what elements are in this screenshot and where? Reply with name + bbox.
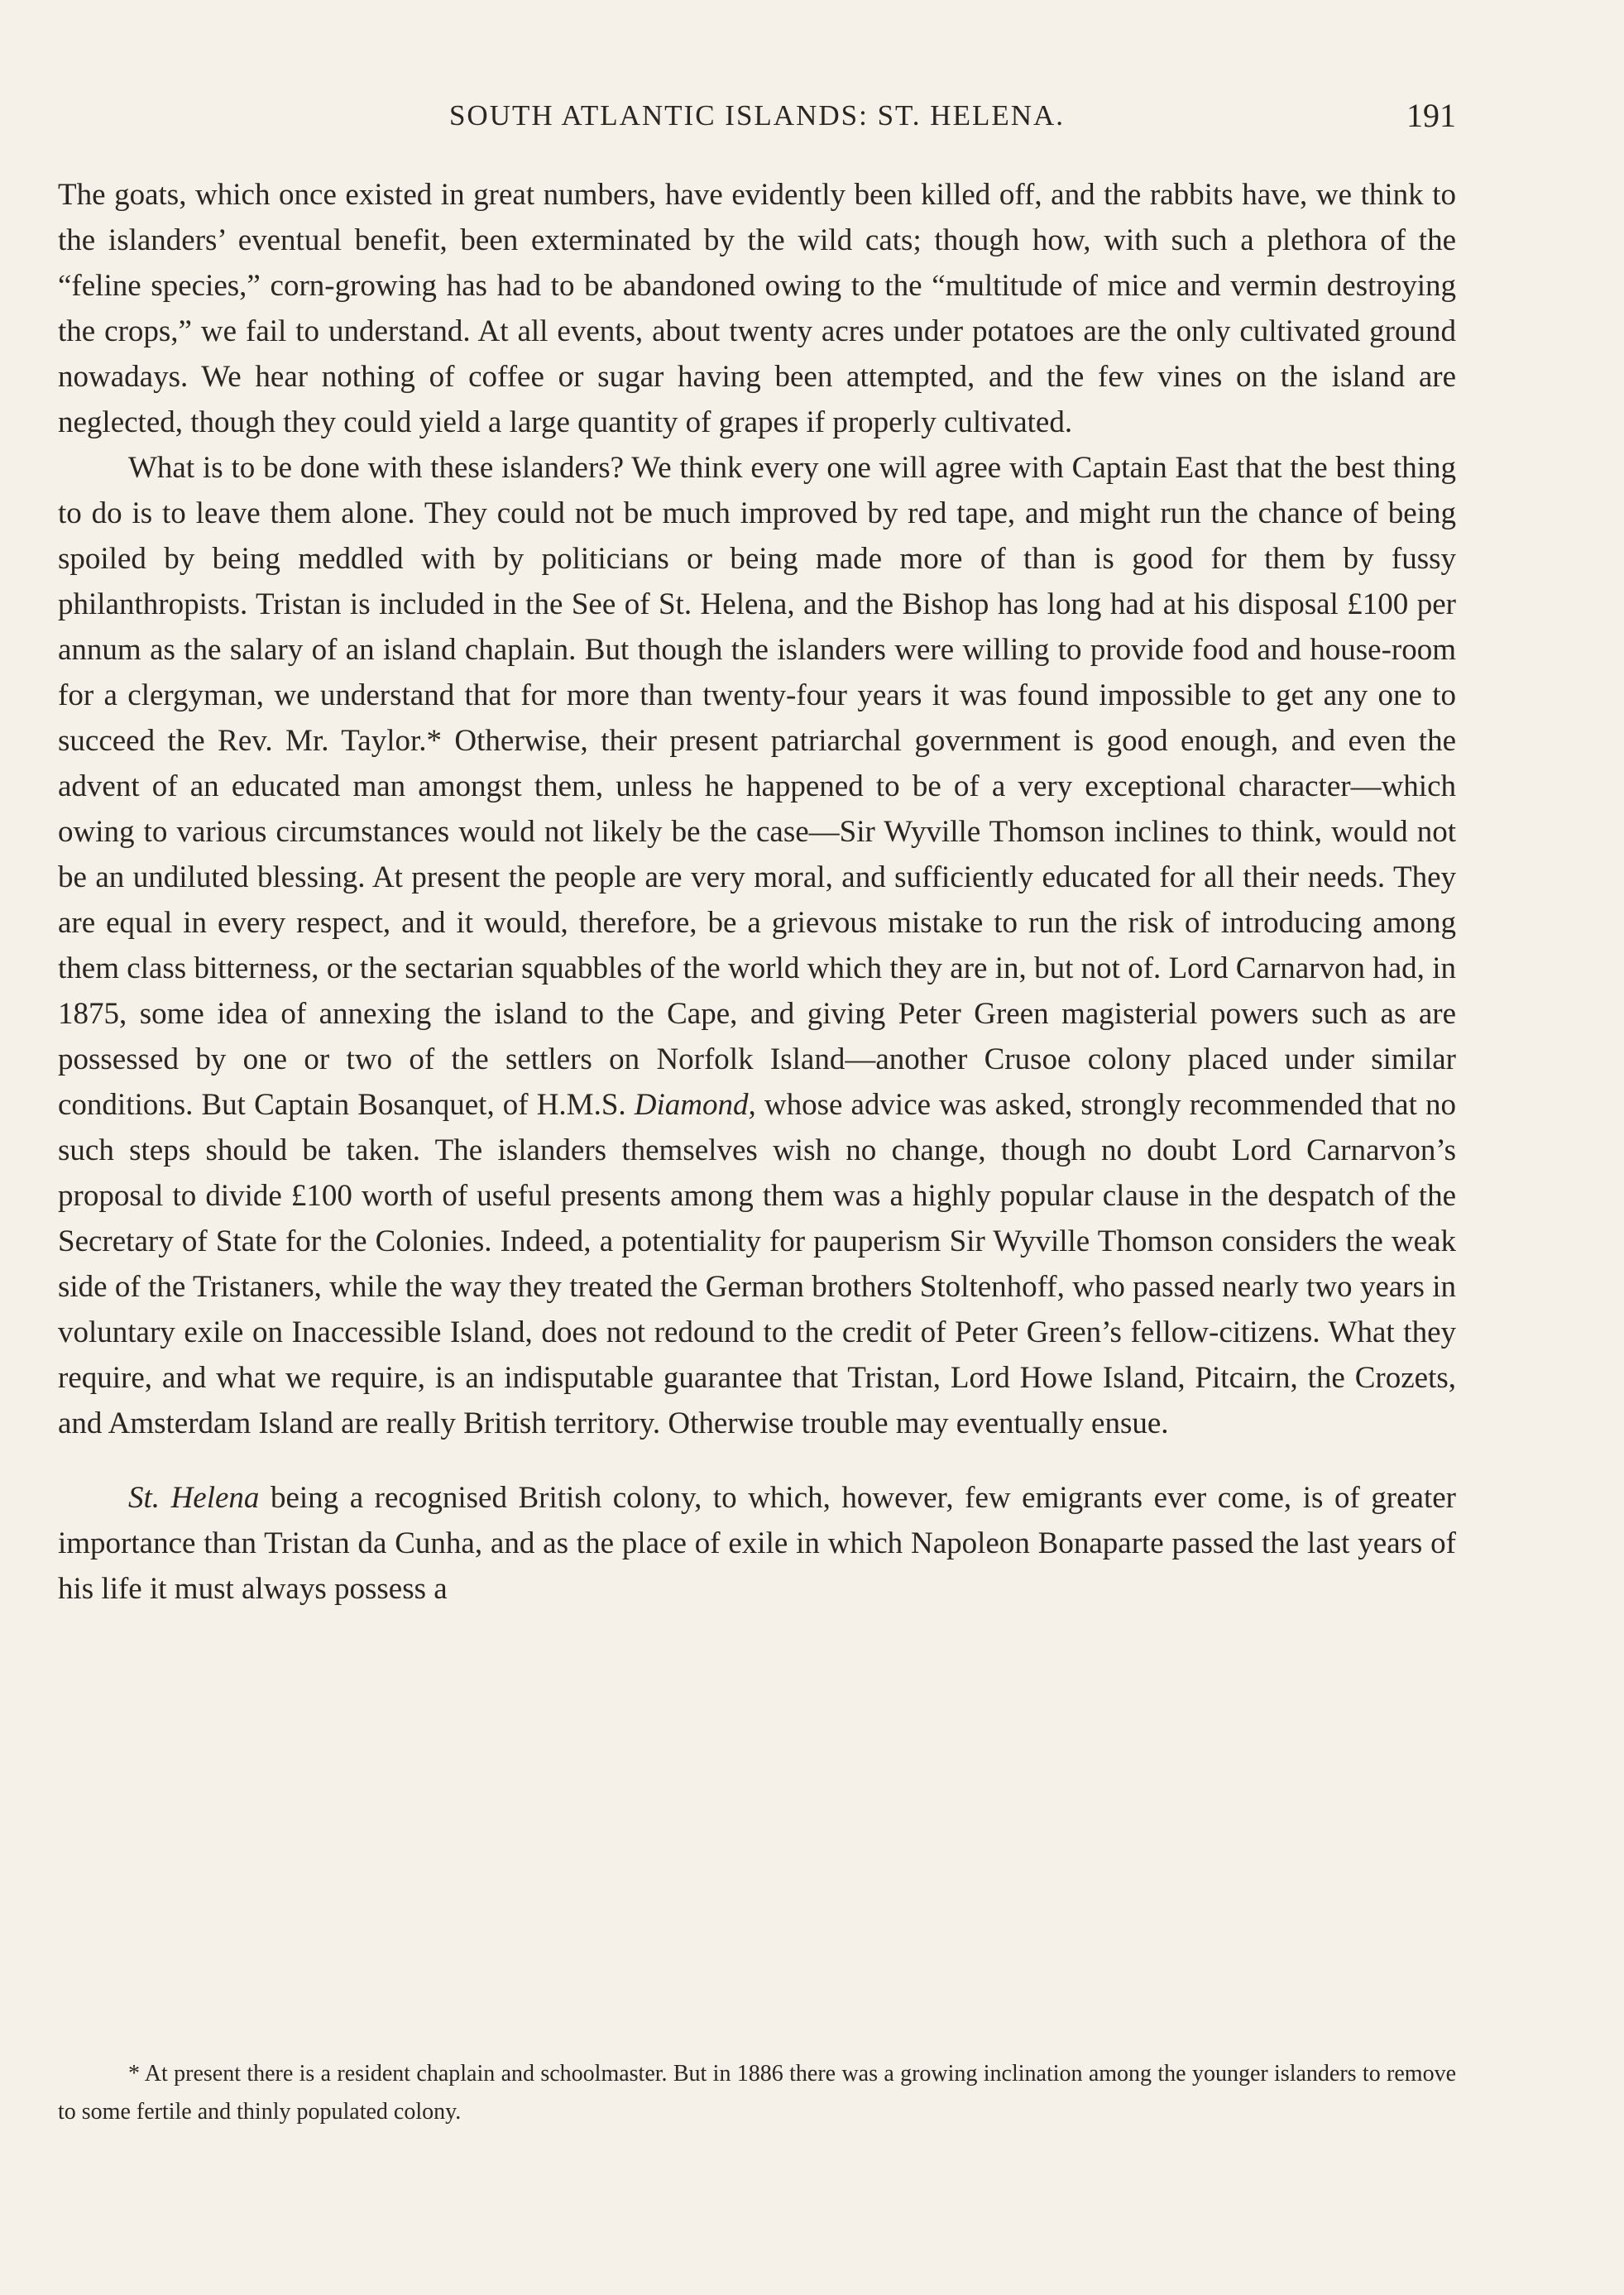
running-title: SOUTH ATLANTIC ISLANDS: ST. HELENA. [448, 99, 1066, 132]
paragraph-islanders-text-b: whose advice was asked, strongly recommended that no such steps should be taken. The islanders themselves wish no change, though no doubt Lord Carnarvon’s proposal to divide £100 worth of useful presents among them was a highly popular clause in the despatch of the Secretary of State for the Colonies. Indeed, a potentiality for pauperism Sir Wyville Thomson considers the weak side of the Tristaners, while the way they treated the German brothers Stoltenhoff, who passed nearly two years in voluntary exile on Inaccessible Island, does not redound to the credit of Peter Green’s fellow-citizens. What they require, and what we require, is an indisputable guarantee that Tristan, Lord Howe Island, Pitcairn, the Crozets, and Amsterdam Island are really British territory. Otherwise trouble may eventually ensue. [58, 1088, 1456, 1440]
paragraph-islanders [58, 445, 1456, 1446]
ship-name-diamond: Diamond, [634, 1088, 756, 1122]
st-helena-heading: St. Helena [128, 1481, 260, 1515]
running-head [58, 91, 1456, 141]
paragraph-st-helena-text: being a recognised British colony, to which, however, few emigrants ever come, is of greater importance than Tristan da Cunha, and as the place of exile in which Napoleon Bonaparte passed the last years of his life it must always possess a [58, 1481, 1456, 1606]
page-number: 191 [1406, 97, 1456, 134]
paragraph-islanders-text-a: What is to be done with these islanders? We think every one will agree with Captain East that the best thing to do is to leave them alone. They could not be much improved by red tape, and might run the chance of being spoiled by being meddled with by politicians or being made more of than is good for them by fussy philanthropists. Tristan is included in the See of St. Helena, and the Bishop has long had at his disposal £100 per annum as the salary of an island chaplain. But though the islanders were willing to provide food and house-room for a clergyman, we understand that for more than twenty-four years it was found impossible to get any one to succeed the Rev. Mr. Taylor.* Otherwise, their present patriarchal government is good enough, and even the advent of an educated man amongst them, unless he happened to be of a very exceptional character—which owing to various circumstances would not likely be the case—Sir Wyville Thomson inclines to think, would not be an undiluted blessing. At present the people are very moral, and sufficiently educated for all their needs. They are equal in every respect, and it would, therefore, be a grievous mistake to run the risk of introducing among them class bitterness, or the sectarian squabbles of the world which they are in, but not of. Lord Carnarvon had, in 1875, some idea of annexing the island to the Cape, and giving Peter Green magisterial powers such as are possessed by one or two of the settlers on Norfolk Island—another Crusoe colony placed under similar conditions. But Captain Bosanquet, of H.M.S. [58, 451, 1456, 1122]
paragraph-goats [58, 172, 1456, 445]
footnote-text: * At present there is a resident chaplain and schoolmaster. But in 1886 there was a growing inclination among the younger islanders to remove to some fertile and thinly populated colony. [58, 2061, 1456, 2125]
paragraph-st-helena [58, 1475, 1456, 1612]
paragraph-goats-text: The goats, which once existed in great numbers, have evidently been killed off, and the rabbits have, we think to the islanders’ eventual benefit, been exterminated by the wild cats; though how, with such a plethora of the “feline species,” corn-growing has had to be abandoned owing to the “multitude of mice and vermin destroying the crops,” we fail to understand. At all events, about twenty acres under potatoes are the only cultivated ground nowadays. We hear nothing of coffee or sugar having been attempted, and the few vines on the island are neglected, though they could yield a large quantity of grapes if properly cultivated. [58, 178, 1456, 439]
footnote [58, 2055, 1456, 2131]
body-text [58, 172, 1456, 1612]
